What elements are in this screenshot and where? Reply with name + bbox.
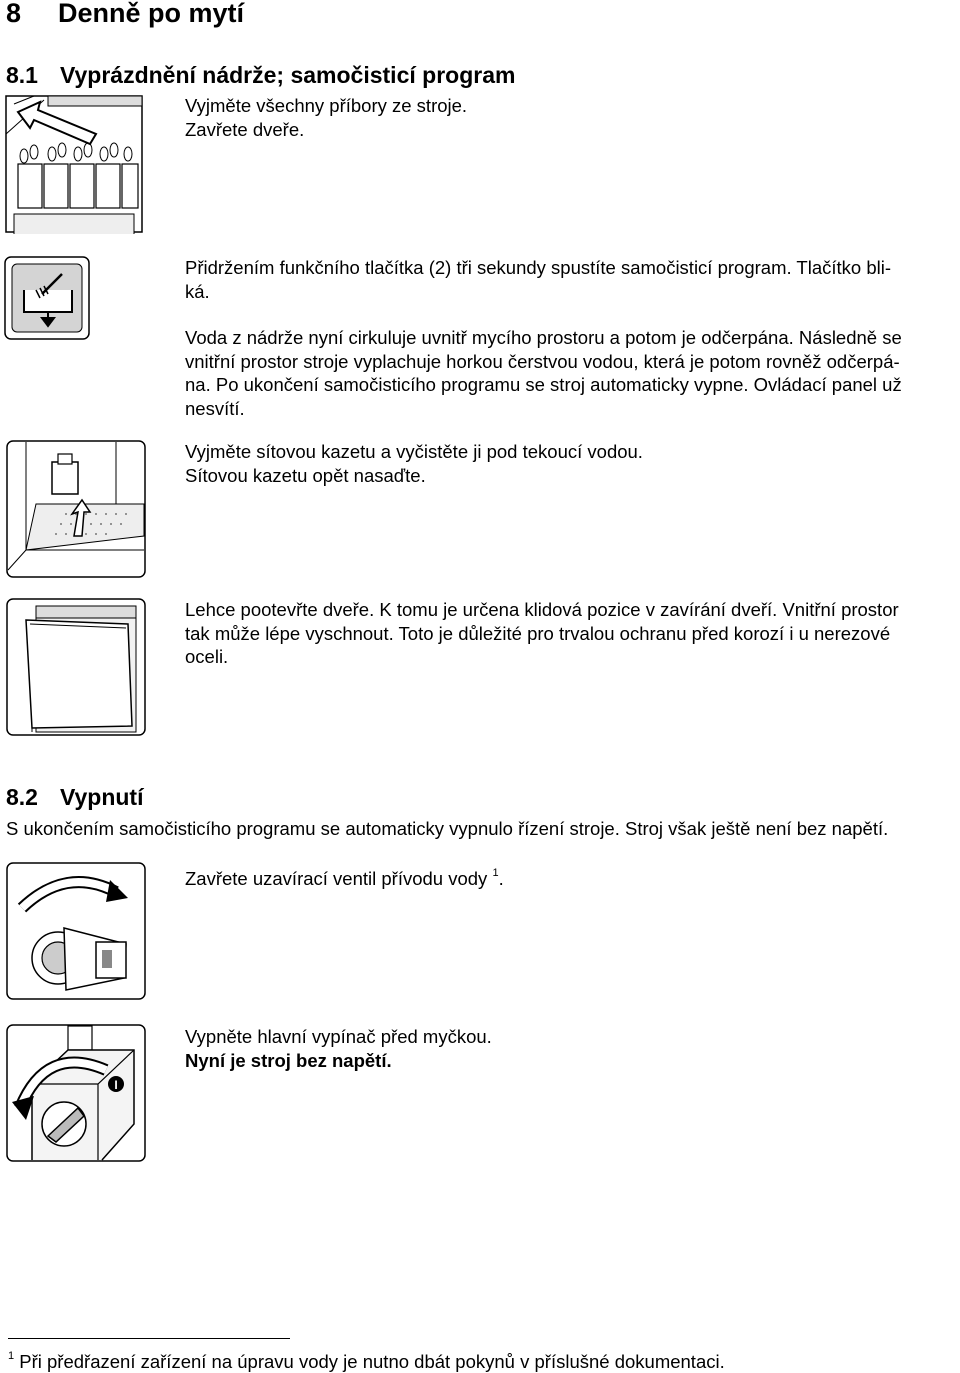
section-heading-8-2 bbox=[6, 784, 143, 811]
step-text: Zavřete dveře. bbox=[185, 118, 305, 140]
step-text: Sítovou kazetu opět nasaďte. bbox=[185, 464, 426, 486]
figure-remove-cutlery bbox=[4, 94, 144, 234]
step-sieve-cassette bbox=[185, 440, 643, 487]
switch-on-glyph: I bbox=[114, 1078, 118, 1092]
section-number: 8.2 bbox=[6, 784, 38, 810]
figure-main-switch bbox=[6, 1024, 146, 1164]
step-text: ká. bbox=[185, 280, 210, 302]
step-text: Voda z nádrže nyní cirkuluje uvnitř mycího prostoru a potom je odčerpána. Následně se bbox=[185, 327, 902, 348]
step-text: Lehce pootevřte dveře. K tomu je určena klidová pozice v zavírání dveří. Vnitřní prostor bbox=[185, 599, 899, 620]
step-self-clean bbox=[185, 256, 955, 420]
chapter-number: 8 bbox=[6, 0, 22, 28]
figure-water-valve bbox=[6, 862, 146, 1002]
step-text: Zavřete uzavírací ventil přívodu vody bbox=[185, 868, 488, 889]
step-text: vnitřní prostor stroje vyplachuje horkou čerstvou vodou, která je potom rovněž odčerpá- bbox=[185, 350, 900, 372]
step-text-bold: Nyní je stroj bez napětí. bbox=[185, 1049, 392, 1071]
section-title: Vyprázdnění nádrže; samočisticí program bbox=[60, 62, 516, 88]
figure-door-ajar bbox=[6, 598, 146, 738]
step-text: na. Po ukončení samočisticího programu se stroj automaticky vypne. Ovládací panel už bbox=[185, 374, 902, 395]
section-title: Vypnutí bbox=[60, 784, 144, 810]
step-text: nesvítí. bbox=[185, 397, 245, 419]
chapter-heading bbox=[6, 0, 244, 29]
footnote-divider bbox=[8, 1338, 290, 1339]
step-text: tak může lépe vyschnout. Toto je důležité pro trvalou ochranu před korozí i u nerezové bbox=[185, 622, 891, 644]
step-text: oceli. bbox=[185, 646, 229, 667]
footnote-marker: 1 bbox=[8, 1350, 15, 1362]
step-remove-cutlery bbox=[185, 94, 467, 141]
figure-sieve-cassette bbox=[6, 440, 146, 580]
footnote bbox=[8, 1350, 725, 1373]
figure-self-clean-button bbox=[4, 256, 90, 340]
step-text: Vyjměte sítovou kazetu a vyčistěte ji pod tekoucí vodou. bbox=[185, 441, 643, 462]
step-text: Vypněte hlavní vypínač před myčkou. bbox=[185, 1026, 492, 1047]
step-text: Přidržením funkčního tlačítka (2) tři sekundy spustíte samočisticí program. Tlačítko bli- bbox=[185, 257, 891, 278]
step-door-ajar bbox=[185, 598, 955, 669]
step-water-valve bbox=[185, 862, 504, 891]
chapter-title: Denně po mytí bbox=[58, 0, 245, 28]
section-heading-8-1 bbox=[6, 62, 515, 89]
step-main-switch bbox=[185, 1025, 492, 1072]
section-number: 8.1 bbox=[6, 62, 38, 88]
step-text-end: . bbox=[498, 868, 504, 889]
section-intro: S ukončením samočisticího programu se automaticky vypnulo řízení stroje. Stroj však ještě není bez napětí. bbox=[6, 818, 889, 839]
footnote-ref: 1 bbox=[492, 867, 499, 879]
footnote-text: Při předřazení zařízení na úpravu vody je nutno dbát pokynů v příslušné dokumentaci. bbox=[19, 1351, 725, 1372]
step-text: Vyjměte všechny příbory ze stroje. bbox=[185, 95, 468, 116]
